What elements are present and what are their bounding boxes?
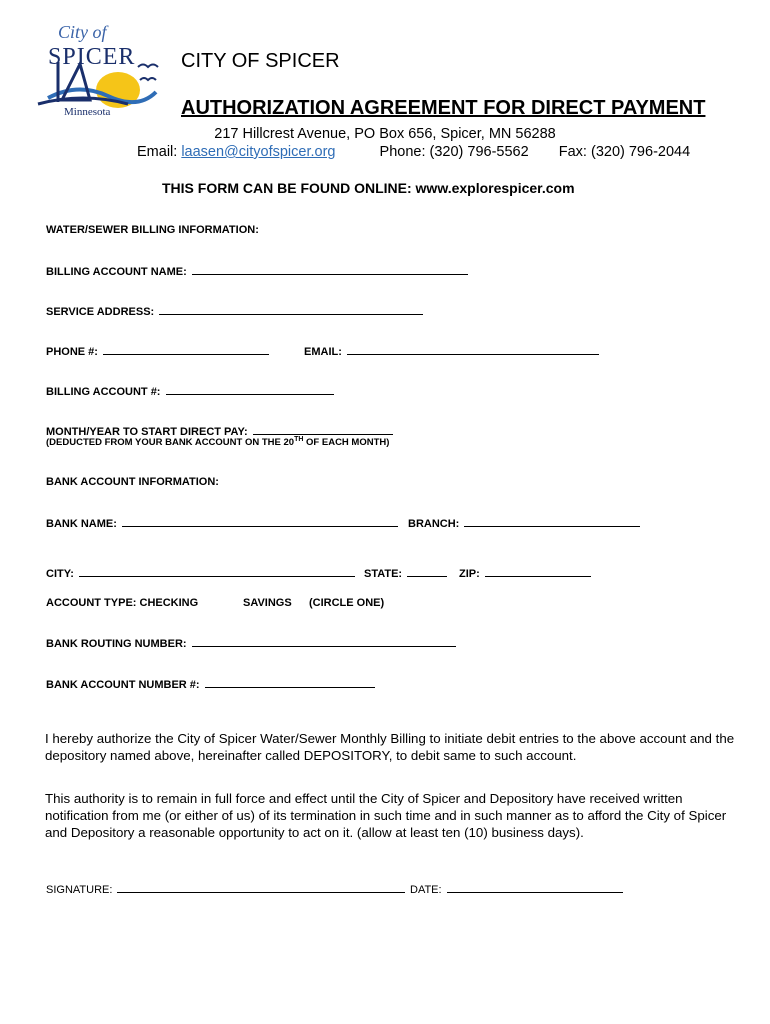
address: 217 Hillcrest Avenue, PO Box 656, Spicer, MN 56288 <box>214 126 556 142</box>
branch-row <box>408 516 640 530</box>
branch-label: BRANCH: <box>408 518 460 530</box>
authorization-paragraph-1: I hereby authorize the City of Spicer Water/Sewer Monthly Billing to initiate debit entries to the above account and the depository named above, hereinafter called DEPOSITORY, to debit same to such account. <box>45 731 735 763</box>
bank-name-row <box>46 516 398 530</box>
city-logo <box>28 22 163 122</box>
circle-one-note: (CIRCLE ONE) <box>309 597 385 609</box>
phone-text: Phone: (320) 796-5562 <box>379 144 529 160</box>
billing-account-number-label: BILLING ACCOUNT #: <box>46 386 161 398</box>
billing-account-name-label: BILLING ACCOUNT NAME: <box>46 266 187 278</box>
billing-section-title: WATER/SEWER BILLING INFORMATION: <box>46 224 259 236</box>
logo-city-of-text: City of <box>58 22 107 42</box>
savings-option[interactable]: SAVINGS <box>243 597 292 609</box>
deduction-note-text: (DEDUCTED FROM YOUR BANK ACCOUNT ON THE 20 <box>46 437 295 449</box>
branch-field[interactable] <box>464 516 640 527</box>
zip-field[interactable] <box>485 566 591 577</box>
form-title: AUTHORIZATION AGREEMENT FOR DIRECT PAYMENT <box>181 97 706 119</box>
billing-account-name-row <box>46 264 468 278</box>
bank-account-number-label: BANK ACCOUNT NUMBER #: <box>46 679 200 691</box>
signature-field[interactable] <box>117 882 405 893</box>
email-field-label: EMAIL <box>304 346 339 358</box>
city-row <box>46 566 355 580</box>
bank-name-field[interactable] <box>122 516 398 527</box>
checking-option[interactable]: CHECKING <box>139 597 199 609</box>
email-link[interactable]: laasen@cityofspicer.org <box>181 144 336 160</box>
org-name: CITY OF SPICER <box>181 50 340 72</box>
zip-row <box>459 566 591 580</box>
date-field[interactable] <box>447 882 623 893</box>
service-address-row <box>46 304 423 318</box>
deduction-note-tail: OF EACH MONTH) <box>303 437 390 449</box>
bank-section-title: BANK ACCOUNT INFORMATION: <box>46 476 219 488</box>
account-type-text: ACCOUNT TYPE: <box>46 597 137 609</box>
routing-label: BANK ROUTING NUMBER: <box>46 638 187 650</box>
signature-label: SIGNATURE: <box>46 884 113 896</box>
bank-account-number-field[interactable] <box>205 677 375 688</box>
state-label: STATE: <box>364 568 403 580</box>
billing-account-number-field[interactable] <box>166 384 334 395</box>
phone-field[interactable] <box>103 344 269 355</box>
online-notice: THIS FORM CAN BE FOUND ONLINE: www.explorespicer.com <box>162 180 575 196</box>
routing-row <box>46 636 456 650</box>
city-label: CITY: <box>46 568 74 580</box>
billing-account-number-row <box>46 384 334 398</box>
start-direct-pay-label: MONTH/YEAR TO START DIRECT PAY: <box>46 426 248 438</box>
authorization-paragraph-2: This authority is to remain in full force and effect until the City of Spicer and Depository have received written notification from me (or either of us) of its termination in such time and in such manner as to afford the City of Spicer and Depository a reasonable opportunity to act on it. (allow at least ten (10) business days). <box>45 791 727 840</box>
contact-line <box>137 144 690 160</box>
routing-field[interactable] <box>192 636 456 647</box>
state-row <box>364 566 447 580</box>
phone-row <box>46 344 269 358</box>
service-address-field[interactable] <box>159 304 423 315</box>
bank-account-number-row <box>46 677 375 691</box>
logo-spicer-text: SPICER <box>48 44 136 70</box>
billing-account-name-field[interactable] <box>192 264 468 275</box>
email-label: Email: <box>137 144 178 160</box>
bank-name-label: BANK NAME: <box>46 518 117 530</box>
zip-label: ZIP: <box>459 568 480 580</box>
deduction-note <box>46 436 389 448</box>
city-field[interactable] <box>79 566 355 577</box>
email-field[interactable] <box>347 344 599 355</box>
signature-row <box>46 882 405 896</box>
fax-text: Fax: (320) 796-2044 <box>558 144 691 160</box>
email-row: EMAIL: <box>304 344 599 358</box>
start-direct-pay-field[interactable] <box>253 424 393 435</box>
phone-label: PHONE #: <box>46 346 98 358</box>
deduction-note-sup: TH <box>294 436 304 443</box>
service-address-label: SERVICE ADDRESS: <box>46 306 155 318</box>
logo-state-text: Minnesota <box>64 106 111 118</box>
date-row <box>410 882 623 896</box>
state-field[interactable] <box>407 566 447 577</box>
account-type-label <box>46 597 198 609</box>
date-label: DATE: <box>410 884 442 896</box>
